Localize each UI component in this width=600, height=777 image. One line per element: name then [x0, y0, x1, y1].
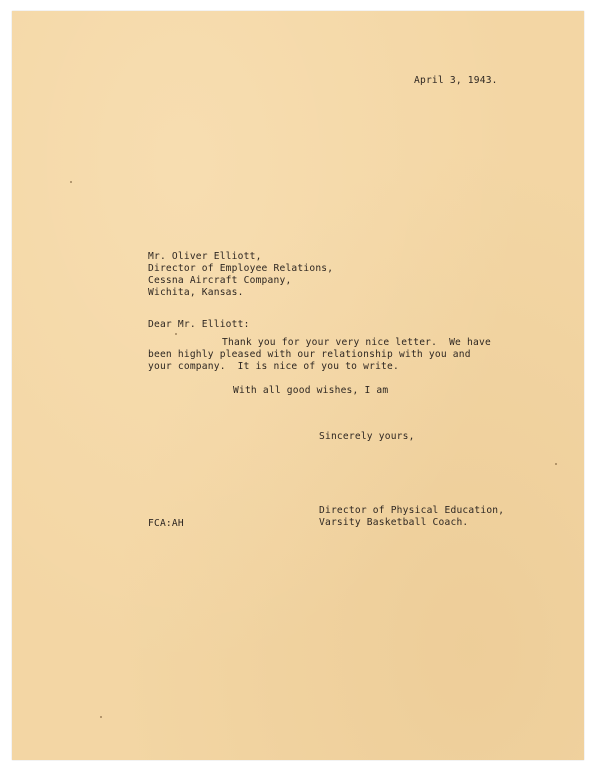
title-line: Varsity Basketball Coach.	[319, 517, 469, 528]
paper-speck	[555, 463, 557, 465]
body-line: Thank you for your very nice letter. We have	[222, 337, 491, 348]
paper-speck	[70, 181, 72, 183]
reference-initials: FCA:AH	[148, 518, 184, 529]
body-line: your company. It is nice of you to write.	[148, 361, 399, 372]
body-line: been highly pleased with our relationship with you and	[148, 349, 471, 360]
inside-address	[148, 251, 333, 299]
address-line: Mr. Oliver Elliott,	[148, 251, 262, 262]
address-line: Director of Employee Relations,	[148, 263, 334, 274]
address-line: Cessna Aircraft Company,	[148, 275, 292, 286]
letter-body	[148, 337, 491, 373]
salutation: Dear Mr. Elliott:	[148, 319, 250, 330]
closing-line: With all good wishes, I am	[233, 385, 389, 396]
title-line: Director of Physical Education,	[319, 505, 505, 516]
paper-speck	[175, 333, 177, 335]
signature-title	[319, 505, 504, 529]
complimentary-close: Sincerely yours,	[319, 431, 415, 442]
address-line: Wichita, Kansas.	[148, 287, 244, 298]
letter-date: April 3, 1943.	[414, 75, 498, 86]
paper-speck	[100, 716, 102, 718]
letter-page	[12, 11, 584, 760]
